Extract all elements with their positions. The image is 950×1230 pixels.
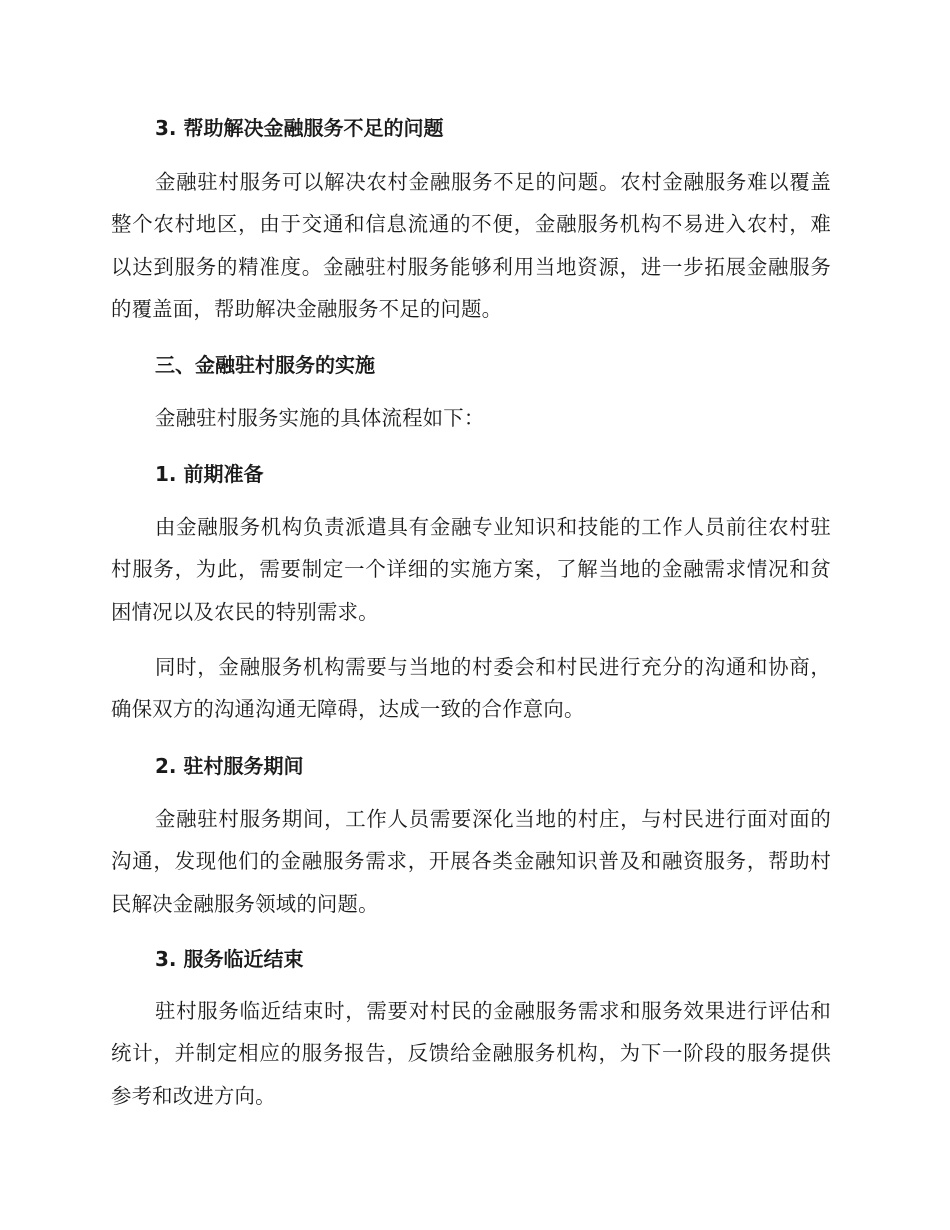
section-heading: 2. 驻村服务期间	[155, 754, 304, 778]
section-heading: 3. 帮助解决金融服务不足的问题	[155, 116, 444, 140]
body-paragraph: 由金融服务机构负责派遣具有金融专业知识和技能的工作人员前往农村驻村服务，为此，需要制定一个详细的实施方案，了解当地的金融需求情况和贫困情况以及农民的特别需求。	[111, 515, 831, 624]
section-heading: 三、金融驻村服务的实施	[155, 353, 375, 377]
body-paragraph: 驻村服务临近结束时，需要对村民的金融服务需求和服务效果进行评估和统计，并制定相应的服务报告，反馈给金融服务机构，为下一阶段的服务提供参考和改进方向。	[111, 999, 831, 1108]
body-paragraph: 金融驻村服务实施的具体流程如下：	[155, 406, 485, 430]
body-paragraph: 金融驻村服务期间，工作人员需要深化当地的村庄，与村民进行面对面的沟通，发现他们的金融服务需求，开展各类金融知识普及和融资服务，帮助村民解决金融服务领域的问题。	[111, 807, 831, 916]
body-paragraph: 同时，金融服务机构需要与当地的村委会和村民进行充分的沟通和协商，确保双方的沟通沟通无障碍，达成一致的合作意向。	[111, 655, 831, 722]
section-heading: 3. 服务临近结束	[155, 947, 304, 971]
body-paragraph: 金融驻村服务可以解决农村金融服务不足的问题。农村金融服务难以覆盖整个农村地区，由于交通和信息流通的不便，金融服务机构不易进入农村，难以达到服务的精准度。金融驻村服务能够利用当地资源，进一步拓展金融服务的覆盖面，帮助解决金融服务不足的问题。	[111, 170, 831, 321]
section-heading: 1. 前期准备	[155, 462, 264, 486]
